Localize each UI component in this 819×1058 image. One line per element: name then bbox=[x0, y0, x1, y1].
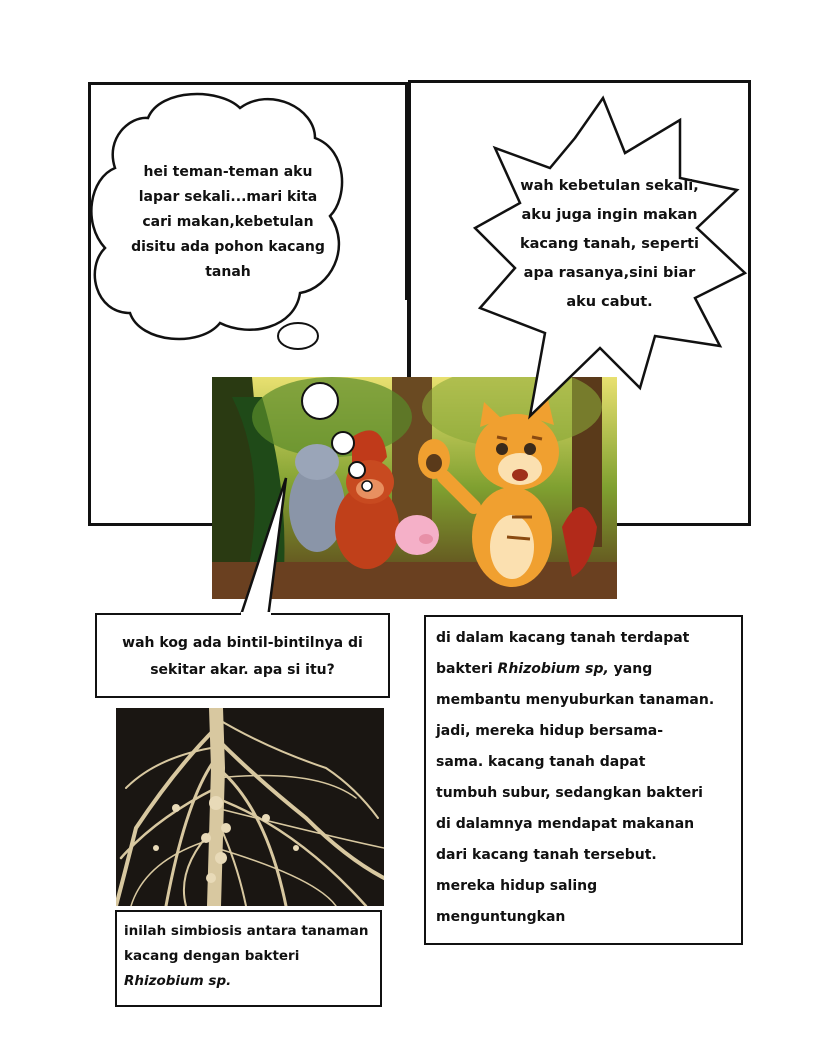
shout-line-4: apa rasanya,sini biar bbox=[523, 265, 696, 281]
speech-line-1: wah kog ada bintil-bintilnya di bbox=[122, 635, 363, 651]
explanation-line-3: membantu menyuburkan tanaman. bbox=[436, 692, 715, 708]
thought-line-3: cari makan,kebetulan bbox=[142, 214, 314, 230]
explanation-line-5: sama. kacang tanah dapat bbox=[436, 754, 646, 770]
peanut-roots-photo bbox=[116, 708, 384, 906]
shout-bubble-text bbox=[512, 172, 707, 317]
shout-line-5: aku cabut. bbox=[566, 294, 653, 310]
explanation-line-2-end: yang bbox=[608, 661, 653, 677]
explanation-line-9: mereka hidup saling bbox=[436, 878, 598, 894]
thought-line-2: lapar sekali...mari kita bbox=[138, 189, 318, 205]
thought-line-1: hei teman-teman aku bbox=[143, 164, 313, 180]
caption-rhizobium-term: Rhizobium sp. bbox=[124, 973, 232, 989]
thought-trail-circles bbox=[295, 375, 415, 495]
explanation-line-2 bbox=[436, 654, 741, 685]
caption-box bbox=[115, 910, 382, 1007]
thought-line-4: disitu ada pohon kacang bbox=[131, 239, 325, 255]
explanation-line-1: di dalam kacang tanah terdapat bbox=[436, 630, 690, 646]
speech-tail-cover bbox=[241, 612, 271, 616]
caption-line-1: inilah simbiosis antara tanaman bbox=[124, 923, 369, 939]
speech-box bbox=[95, 613, 390, 698]
speech-line-2: sekitar akar. apa si itu? bbox=[150, 662, 335, 678]
explanation-box bbox=[424, 615, 743, 945]
explanation-line-4: jadi, mereka hidup bersama- bbox=[436, 723, 664, 739]
explanation-line-10: menguntungkan bbox=[436, 909, 566, 925]
explanation-line-7: di dalamnya mendapat makanan bbox=[436, 816, 695, 832]
explanation-line-6: tumbuh subur, sedangkan bakteri bbox=[436, 785, 703, 801]
thought-line-5: tanah bbox=[205, 264, 251, 280]
shout-line-2: aku juga ingin makan bbox=[521, 207, 698, 223]
shout-line-1: wah kebetulan sekali, bbox=[520, 178, 699, 194]
caption-line-2: kacang dengan bakteri bbox=[124, 948, 300, 964]
thought-bubble-text bbox=[115, 160, 341, 285]
explanation-line-2-start: bakteri bbox=[436, 661, 498, 677]
rhizobium-term: Rhizobium sp, bbox=[497, 661, 609, 677]
explanation-line-8: dari kacang tanah tersebut. bbox=[436, 847, 657, 863]
speech-bubble-tail bbox=[238, 478, 298, 618]
shout-line-3: kacang tanah, seperti bbox=[520, 236, 699, 252]
